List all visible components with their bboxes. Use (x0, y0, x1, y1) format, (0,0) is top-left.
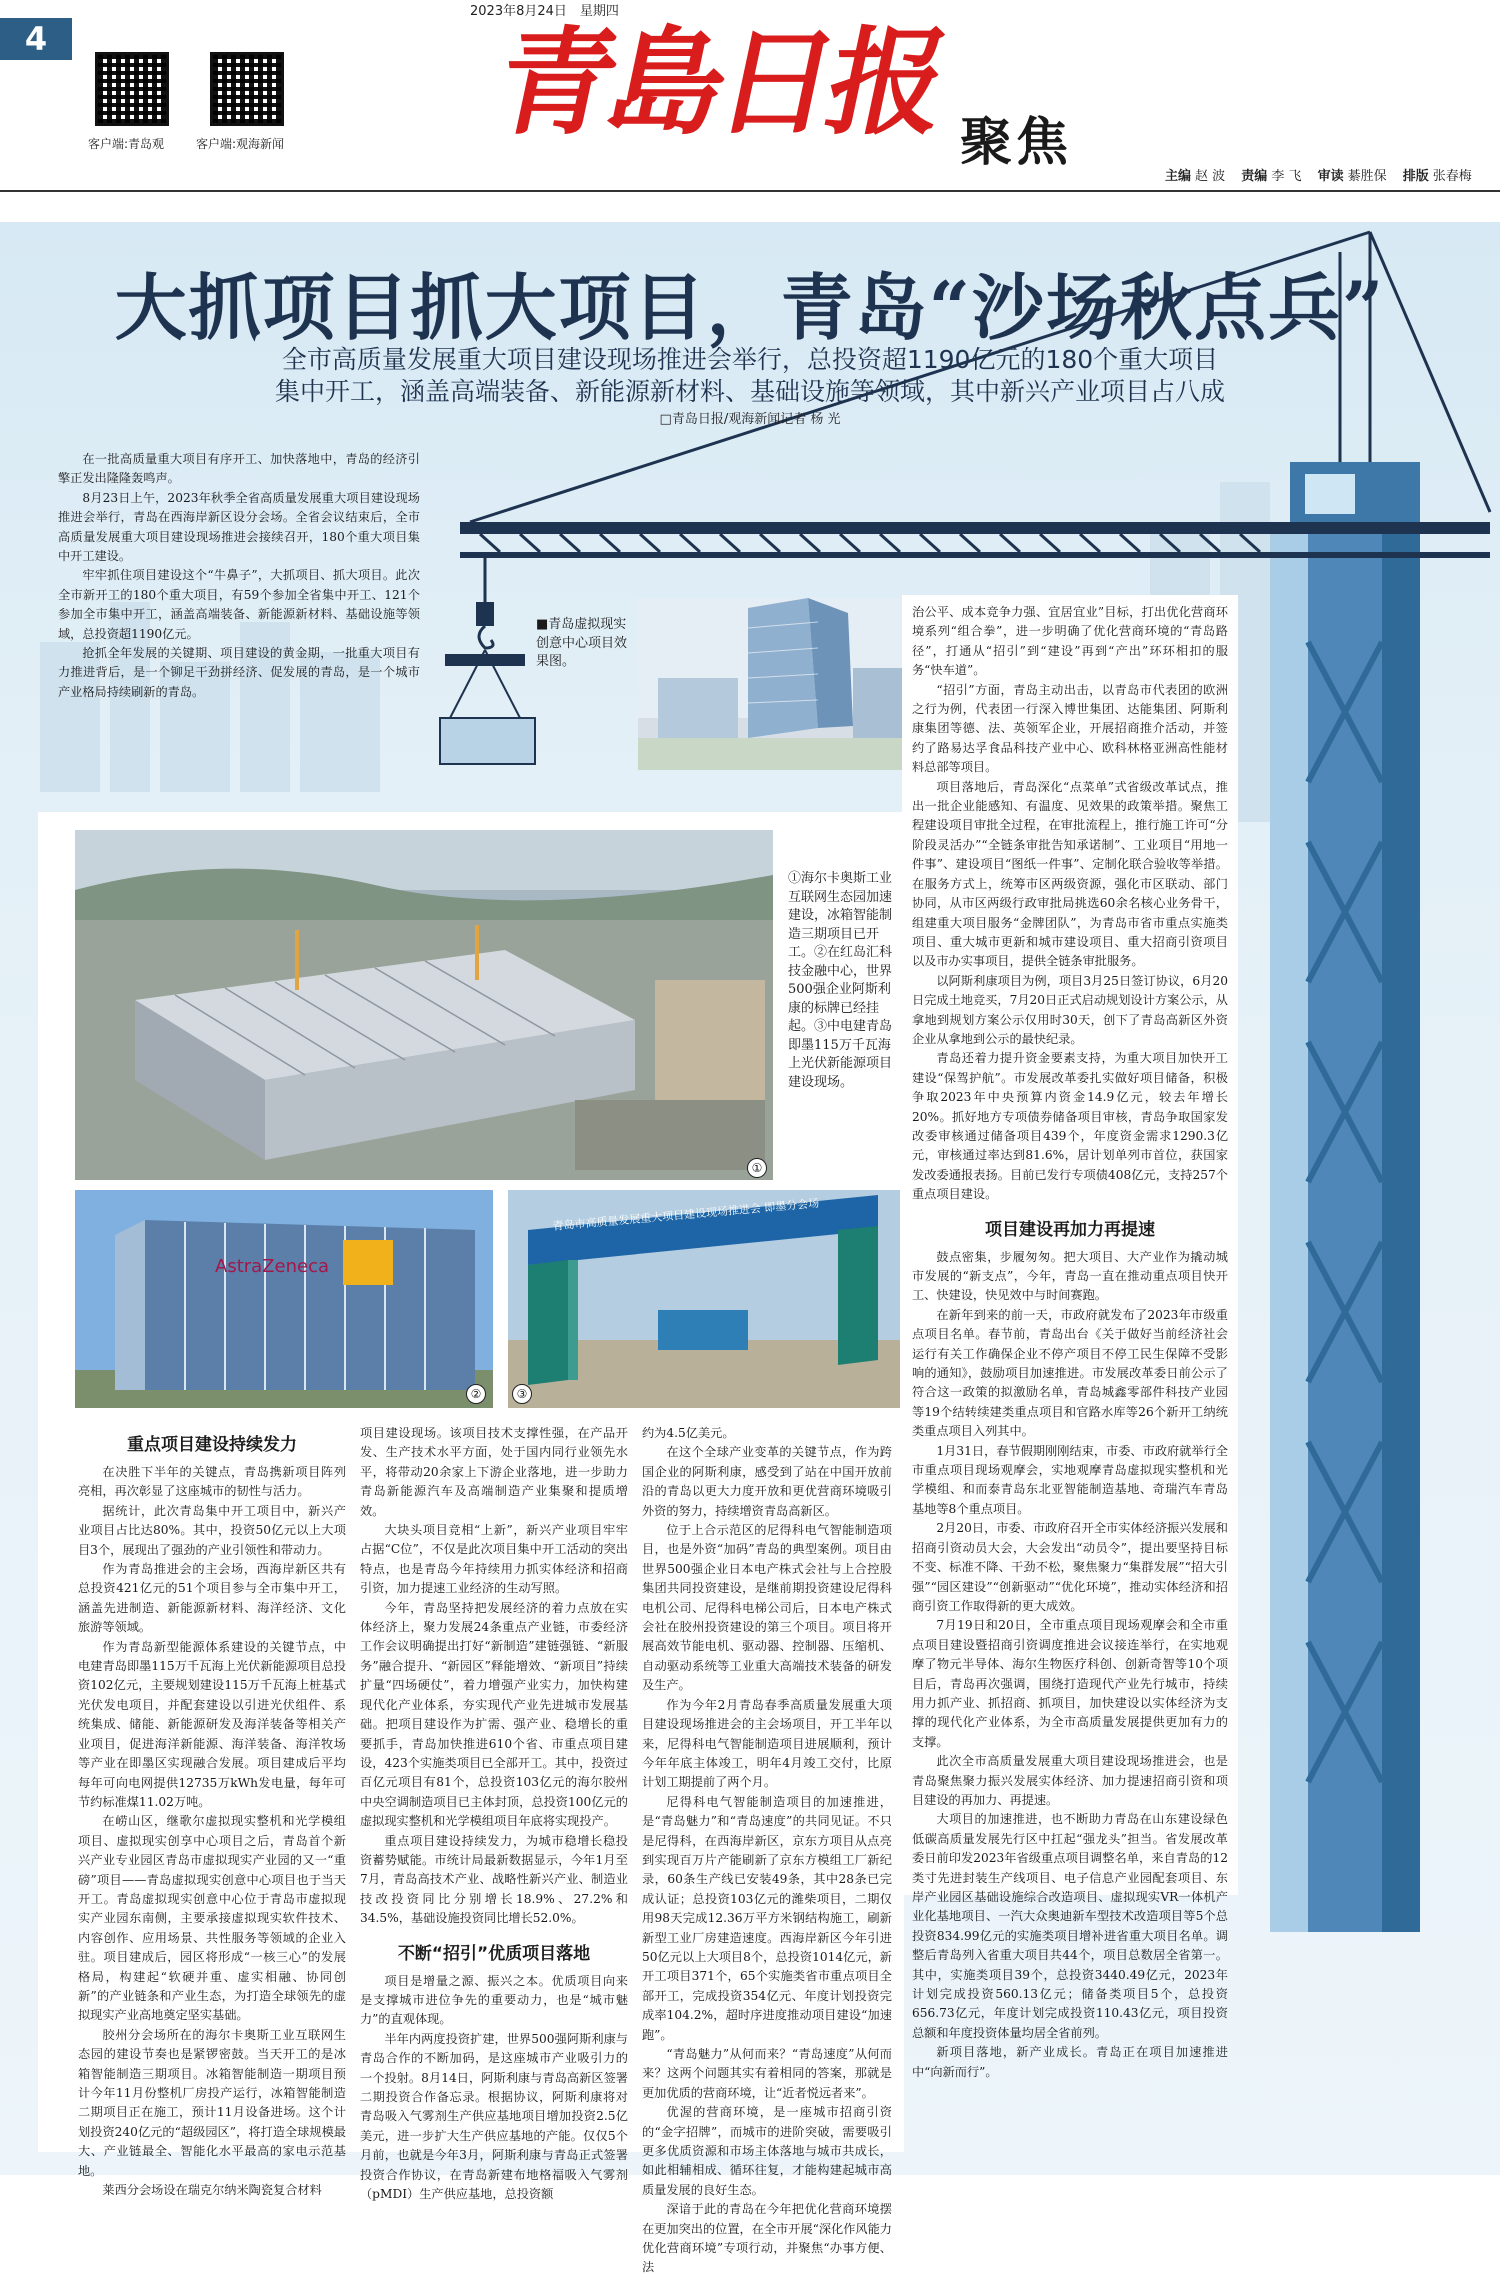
article-column-1 (78, 1420, 346, 2200)
paragraph: 胶州分会场所在的海尔卡奥斯工业互联网生态园的建设节奏也是紧锣密鼓。当天开工的是冰箱智能制造三期项目。冰箱智能制造一期项目预计今年11月份整机厂房投产运行，冰箱智能制造二期项目正在施工，预计11月设备进场。这个计划投资240亿元的“超级园区”，将打造全球规模最大、产业链最全、智能化水平最高的家电示范基地。 (78, 2027, 346, 2178)
section-subhead: 重点项目建设持续发力 (127, 1435, 297, 1455)
credit-label: 主编 (1165, 169, 1192, 184)
qr-code-qingdaoguan[interactable] (95, 52, 169, 126)
paragraph: 半年内两度投资扩建，世界500强阿斯利康与青岛合作的不断加码，是这座城市产业吸引力的一个投射。8月14日，阿斯利康与青岛高新区签署二期投资合作备忘录。根据协议，阿斯利康将对青岛吸入气雾剂生产供应基地项目增加投资2.5亿美元，进一步扩大生产供应基地的产能。仅仅5个月前，也就是今年3月，阿斯利康与青岛正式签署投资合作协议，在青岛新建布地格福吸入气雾剂（pMDI）生产供应基地，总投资额 (360, 2031, 628, 2202)
editor-credits (1165, 165, 1472, 184)
top-photo-caption: ■青岛虚拟现实创意中心项目效果图。 (536, 617, 628, 669)
paragraph: 大项目的加速推进，也不断助力青岛在山东建设绿色低碳高质量发展先行区中扛起“强龙头”担当。省发展改革委日前印发2023年省级重点项目调整名单，来自青岛的12类寸先进封装生产线项目、电子信息产业园配套项目、东岸产业园区基础设施综合改造项目、虚拟现实VR一体机产业化基地项目、一汽大众奥迪新车型技术改造项目等5个总投资834.99亿元的实施类项目增补进省重大项目名单。调整后青岛列入省重大项目共44个，项目总数居全省第一。其中，实施类项目39个，总投资3440.49亿元，2023年计划完成投资560.13亿元；储备类项目5个，总投资656.73亿元，年度计划完成投资110.43亿元，项目投资总额和年度投资体量均居全省前列。 (912, 1812, 1228, 2040)
qr-caption: 客户端:观海新闻 (196, 137, 285, 151)
credit-label: 审读 (1317, 169, 1344, 184)
paragraph: 1月31日，春节假期刚刚结束，市委、市政府就举行全市重点项目现场观摩会，实地观摩青岛虚拟现实整机和光学模组、和而泰青岛东北亚智能制造基地、奇瑞汽车青岛基地等8个重点项目。 (912, 1443, 1228, 1516)
paragraph: 位于上合示范区的尼得科电气智能制造项目，也是外资“加码”青岛的典型案例。项目由世界500强企业日本电产株式会社与上合控股集团共同投资建设，是继前期投资建设尼得科电机公司、尼得科电梯公司后，日本电产株式会社在胶州投资建设的第三个项目。项目将开展高效节能电机、驱动器、控制器、压缩机、自动驱动系统等工业重大高端技术装备的研发及生产。 (642, 1523, 892, 1693)
vr-center-rendering (638, 598, 918, 770)
photo-number-badge: ③ (512, 1384, 532, 1404)
photo-number-badge: ② (466, 1384, 486, 1404)
section-subhead: 项目建设再加力再提速 (985, 1219, 1155, 1240)
paragraph: 约为4.5亿美元。 (642, 1426, 735, 1440)
paragraph: 项目是增量之源、振兴之本。优质项目向来是支撑城市进位争先的重要动力，也是“城市魅力”的直观体现。 (360, 1973, 628, 2027)
paragraph: 以阿斯利康项目为例，项目3月25日签订协议，6月20日完成土地竞买，7月20日正式启动规划设计方案公示，从拿地到规划方案公示仅用时30天，创下了青岛高新区外资企业从拿地到公示的最快纪录。 (912, 973, 1228, 1046)
paragraph: 抢抓全年发展的关键期、项目建设的黄金期，一批重大项目有力推进背后，是一个铆足干劲拼经济、促发展的青岛，是一个城市产业格局持续刷新的青岛。 (58, 646, 420, 699)
newspaper-logo: 青島日报 (485, 15, 955, 151)
paragraph: 2月20日，市委、市政府召开全市实体经济振兴发展和招商引资动员大会，大会发出“动员令”，提出要坚持目标不变、标准不降、干劲不松，聚焦聚力“集群发展”“招大引强”“园区建设”“创新驱动”“优化环境”，推动实体经济和招商引资工作取得新的更大成效。 (912, 1521, 1228, 1613)
issue-date: 2023年8月24日 星期四 (470, 4, 619, 19)
paragraph: 在一批高质量重大项目有序开工、加快落地中，青岛的经济引擎正发出隆隆轰鸣声。 (58, 452, 420, 486)
masthead-rule (0, 190, 1500, 192)
photo-haier-park (75, 830, 773, 1180)
paragraph: 牢牢抓住项目建设这个“牛鼻子”，大抓项目、抓大项目。此次全市新开工的180个重大项目，有59个参加全省集中开工、121个参加全市集中开工，涵盖高端装备、新能源新材料、基础设施等领域，总投资超1190亿元。 (58, 568, 420, 641)
credit-name: 綦胜保 (1347, 169, 1387, 184)
paragraph: 作为今年2月青岛春季高质量发展重大项目建设现场推进会的主会场项目，开工半年以来，尼得科电气智能制造项目进展顺利，预计今年年底主体竣工，明年4月竣工交付，比原计划工期提前了两个月。 (642, 1697, 892, 1790)
paragraph: 青岛还着力提升资金要素支持，为重大项目加快开工建设“保驾护航”。市发展改革委扎实做好项目储备，积极争取2023年中央预算内资金14.9亿元，较去年增长20%。抓好地方专项债券储备项目审核，青岛争取国家发改委审核通过储备项目439个，年度资金需求1290.3亿元，审核通过率达到81.6%，居计划单列市首位，获国家发改委通报表扬。目前已发行专项债408亿元，支持257个重点项目建设。 (912, 1051, 1228, 1202)
paragraph: 在这个全球产业变革的关键节点，作为跨国企业的阿斯利康，感受到了站在中国开放前沿的青岛以更大力度开放和更优营商环境吸引外资的努力，持续增资青岛高新区。 (642, 1445, 892, 1518)
paragraph: 今年，青岛坚持把发展经济的着力点放在实体经济上，聚力发展24条重点产业链，市委经济工作会议明确提出打好“新制造”建链强链、“新服务”融合提升、“新园区”释能增效、“新项目”持续扩量“四场硬仗”，着力增强产业实力，加快构建现代化产业体系，夯实现代产业先进城市发展基础。把项目建设作为扩需、强产业、稳增长的重要抓手，青岛加快推进610个省、市重点项目建设，423个实施类项目已全部开工。其中，投资过百亿元项目有81个，总投资103亿元的海尔胶州中央空调制造项目已主体封顶，总投资100亿元的虚拟现实整机和光学模组项目年底将实现投产。 (360, 1600, 628, 1829)
astrazeneca-sign: AstraZeneca (215, 1256, 329, 1277)
paragraph: 在决胜下半年的关键点，青岛携新项目阵列亮相，再次彰显了这座城市的韧性与活力。 (78, 1465, 346, 1499)
credit-name: 赵 波 (1195, 169, 1226, 184)
paragraph: 新项目落地，新产业成长。青岛正在项目加速推进中“向新而行”。 (912, 2045, 1228, 2079)
credit-name: 张春梅 (1432, 169, 1472, 184)
credit-name: 李 飞 (1271, 169, 1302, 184)
paragraph: 大块头项目竞相“上新”，新兴产业项目牢牢占据“C位”，不仅是此次项目集中开工活动的突出特点，也是青岛今年持续用力抓实体经济和招商引资，加力提速工业经济的生动写照。 (360, 1523, 628, 1596)
paragraph: “招引”方面，青岛主动出击，以青岛市代表团的欧洲之行为例，代表团一行深入博世集团、达能集团、阿斯利康集团等德、法、英领军企业，开展招商推介活动，并签约了路易达孚食品科技产业中心、欧科林格亚洲高性能材料总部等项目。 (912, 682, 1228, 775)
article-column-3 (642, 1424, 892, 2278)
photo-captions: ①海尔卡奥斯工业互联网生态园加速建设，冰箱智能制造三期项目已开工。②在红岛汇科技金融中心，世界500强企业阿斯利康的标牌已经挂起。③中电建青岛即墨115万千瓦海上光伏新能源项目建设现场。 (788, 871, 893, 1090)
qr-code-guanhai[interactable] (210, 52, 284, 126)
section-title: 聚焦 (960, 112, 1073, 173)
paragraph: 作为青岛新型能源体系建设的关键节点，中电建青岛即墨115万千瓦海上光伏新能源项目总投资102亿元，主要规划建设115万千瓦海上桩基式光伏发电项目，并配套建设以引进光伏组件、系统集成、储能、新能源研发及海洋装备等相关产业项目，促进海洋新能源、海洋装备、海洋牧场等产业在即墨区实现融合发展。项目建成后平均每年可向电网提供12735万kWh发电量，每年可节约标准煤11.02万吨。 (78, 1639, 346, 1809)
crane-tower (1270, 462, 1420, 1932)
paragraph: 重点项目建设持续发力，为城市稳增长稳投资蓄势赋能。市统计局最新数据显示，今年1月至7月，青岛高技术产业、战略性新兴产业、制造业技改投资同比分别增长18.9%、27.2%和34.5%，基础设施投资同比增长52.0%。 (360, 1833, 628, 1926)
page-number: 4 (0, 18, 72, 60)
paragraph: 在新年到来的前一天，市政府就发布了2023年市级重点项目名单。春节前，青岛出台《关于做好当前经济社会运行有关工作确保企业不停产项目不停工民生保障不受影响的通知》，鼓励项目加速推进。市发展改革委日前公示了符合这一政策的拟激励名单，青岛城鑫零部件科技产业园等19个结转续建类重点项目和官路水库等26个新开工纳统类重点项目入列其中。 (912, 1307, 1228, 1439)
section-subhead: 不断“招引”优质项目落地 (397, 1943, 591, 1964)
paragraph: 深谙于此的青岛在今年把优化营商环境摆在更加突出的位置，在全市开展“深化作风能力优化营商环境”专项行动，并聚焦“办事方便、法 (642, 2202, 892, 2275)
paragraph: 此次全市高质量发展重大项目建设现场推进会，也是青岛聚焦聚力振兴发展实体经济、加力提速招商引资和项目建设的再加力、再提速。 (912, 1754, 1228, 1807)
byline: □青岛日报/观海新闻记者 杨 光 (659, 412, 841, 427)
credit-label: 排版 (1402, 169, 1429, 184)
paragraph: 8月23日上午，2023年秋季全省高质量发展重大项目建设现场推进会举行，青岛在西海岸新区设分会场。全省会议结束后，全市高质量发展重大项目建设现场推进会接续召开，180个重大项目集中开工建设。 (58, 490, 420, 564)
paragraph: 尼得科电气智能制造项目的加速推进，是“青岛魅力”和“青岛速度”的共同见证。不只是尼得科，在西海岸新区，京东方项目从点亮到实现百万片产能刷新了京东方模组工厂新纪录，60条生产线已安装49条，其中28条已完成认证；总投资103亿元的潍柴项目，二期仅用98天完成12.36万平方米钢结构施工，刷新新型工业厂房建造速度。西海岸新区今年引进50亿元以上大项目8个，总投资1014亿元，新开工项目371个，65个实施类省市重点项目全部开工，完成投资354亿元、年度计划投资完成率104.2%，超时序进度推动项目建设“加速跑”。 (642, 1794, 892, 2042)
paragraph: 鼓点密集，步履匆匆。把大项目、大产业作为撬动城市发展的“新支点”，今年，青岛一直在推动重点项目快开工、快建设，快见效中与时间赛跑。 (912, 1249, 1228, 1303)
paragraph: 项目建设现场。该项目技术支撑性强，在产品开发、生产技术水平方面，处于国内同行业领先水平，将带动20余家上下游企业落地，进一步助力青岛新能源汽车及高端制造产业集聚和提质增效。 (360, 1426, 628, 1518)
crane-jib (460, 522, 1490, 534)
paragraph: 优渥的营商环境，是一座城市招商引资的“金字招牌”，而城市的进阶突破，需要吸引更多优质资源和市场主体落地与城市共成长，如此相辅相成、循环往复，才能构建起城市高质量发展的良好生态。 (642, 2105, 892, 2197)
qr-caption: 客户端:青岛观 (88, 137, 165, 151)
paragraph: 莱西分会场设在瑞克尔纳米陶瓷复合材料 (102, 2183, 322, 2198)
photo-jimo-venue (508, 1190, 900, 1408)
headline: 大抓项目抓大项目，青岛“沙场秋点兵” (114, 265, 1386, 350)
deck-line-2: 集中开工，涵盖高端装备、新能源新材料、基础设施等领域，其中新兴产业项目占八成 (274, 377, 1225, 406)
paragraph: 据统计，此次青岛集中开工项目中，新兴产业项目占比达80%。其中，投资50亿元以上大项目3个，展现出了强劲的产业引领性和带动力。 (78, 1503, 346, 1557)
photo-number-badge: ① (747, 1158, 767, 1178)
paragraph: 项目落地后，青岛深化“点菜单”式省级改革试点，推出一批企业能感知、有温度、见效果的政策举措。聚焦工程建设项目审批全过程，在审批流程上，推行施工许可“分阶段灵活办”“全链条审批告知承诺制”、工业项目“用地一件事”、建设项目“图纸一件事”、定制化联合验收等举措。在服务方式上，统筹市区两级资源，强化市区联动、部门协同，从市区两级行政审批局挑选60余名核心业务骨干，组建重大项目服务“金牌团队”，为青岛市省市重点实施类项目、重大城市更新和城市建设项目、重大招商引资项目以及市办实事项目，提供全链条审批服务。 (912, 779, 1228, 969)
paragraph: 治公平、成本竞争力强、宜居宜业”目标，打出优化营商环境系列“组合拳”，进一步明确了优化营商环境的“青岛路径”，打通从“招引”到“建设”再到“产出”环环相扣的服务“快车道”。 (912, 605, 1228, 678)
right-column (902, 595, 1238, 2079)
arch-banner: 青岛市高质量发展重大项目建设现场推进会 即墨分会场 (552, 1196, 820, 1233)
article-column-2 (360, 1424, 628, 2204)
credit-label: 责编 (1241, 169, 1268, 184)
paragraph: 7月19日和20日，全市重点项目现场观摩会和全市重点项目建设暨招商引资调度推进会议接连举行，在实地观摩了物元半导体、海尔生物医疗科创、创新奇智等10个项目后，青岛再次强调，围绕打造现代产业先行城市，持续用力抓产业、抓招商、抓项目，加快建设以实体经济为支撑的现代化产业体系，为全市高质量发展提供更加有力的支撑。 (912, 1618, 1228, 1749)
paragraph: 在崂山区，继歌尔虚拟现实整机和光学模组项目、虚拟现实创享中心项目之后，青岛首个新兴产业专业园区青岛市虚拟现实产业园的又一“重磅”项目——青岛虚拟现实创意中心项目也于当天开工。青岛虚拟现实创意中心位于青岛市虚拟现实产业园东南侧，主要承接虚拟现实软件技术、内容创作、应用场景、共性服务等领域的企业入驻。项目建成后，园区将形成“一核三心”的发展格局，构建起“软硬并重、虚实相融、协同创新”的产业链条和产业生态，为打造全球领先的虚拟现实产业高地奠定坚实基础。 (78, 1814, 346, 2023)
intro-text (58, 450, 420, 702)
paragraph: “青岛魅力”从何而来？“青岛速度”从何而来？这两个问题其实有着相同的答案，那就是更加优质的营商环境，让“近者悦远者来”。 (642, 2047, 892, 2100)
photo-astrazeneca (75, 1190, 493, 1408)
deck-line-1: 全市高质量发展重大项目建设现场推进会举行，总投资超1190亿元的180个重大项目 (281, 345, 1219, 374)
paragraph: 作为青岛推进会的主会场，西海岸新区共有总投资421亿元的51个项目参与全市集中开工，涵盖先进制造、新能源新材料、海洋经济、文化旅游等领域。 (78, 1562, 346, 1635)
